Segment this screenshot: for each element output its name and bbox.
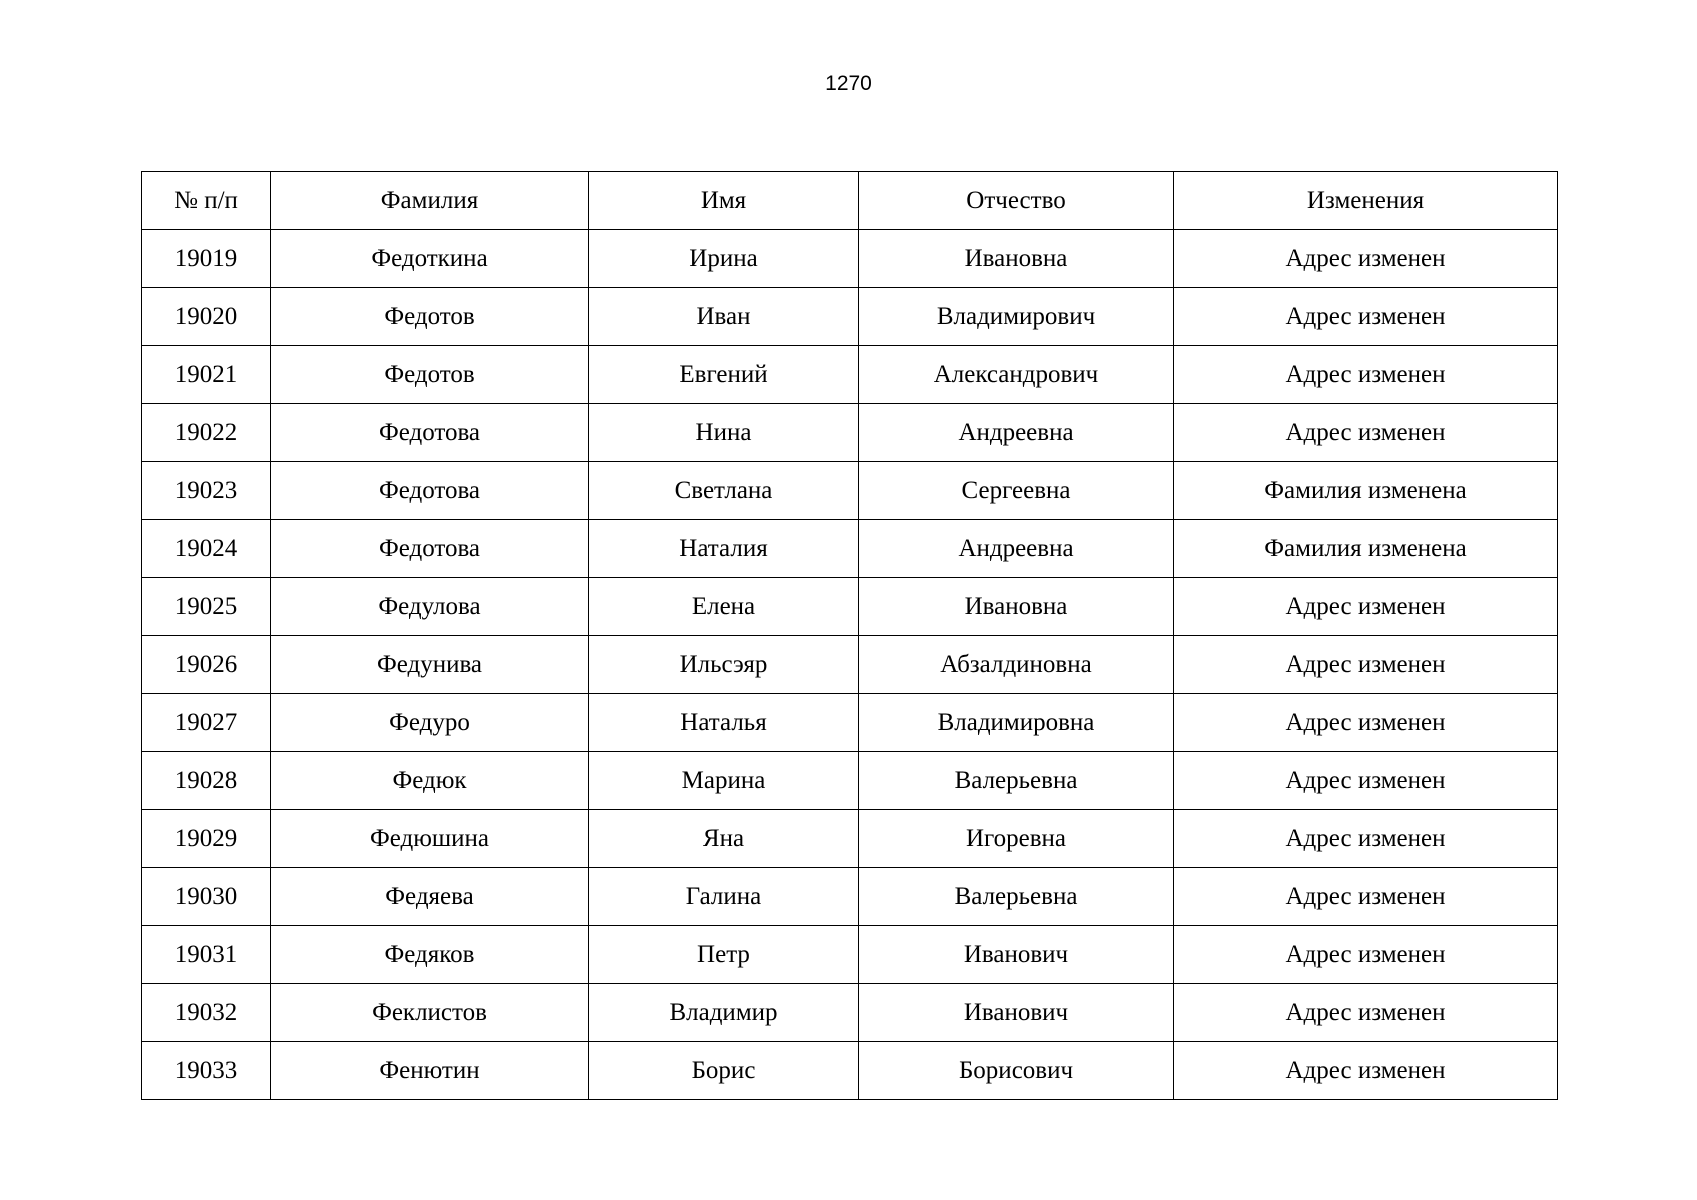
cell-patronymic: Сергеевна: [859, 462, 1174, 520]
cell-number: 19025: [142, 578, 271, 636]
cell-last-name: Федоткина: [271, 230, 589, 288]
table-header: [142, 172, 1558, 230]
table-row: [142, 462, 1558, 520]
cell-first-name: Ирина: [589, 230, 859, 288]
cell-last-name: Федотова: [271, 520, 589, 578]
table-row: [142, 288, 1558, 346]
cell-changes: Адрес изменен: [1174, 578, 1558, 636]
cell-patronymic: Александрович: [859, 346, 1174, 404]
header-changes: Изменения: [1174, 172, 1558, 230]
cell-changes: Адрес изменен: [1174, 984, 1558, 1042]
table-row: [142, 404, 1558, 462]
cell-number: 19029: [142, 810, 271, 868]
header-last-name: Фамилия: [271, 172, 589, 230]
table-row: [142, 752, 1558, 810]
table-body: [142, 230, 1558, 1100]
header-row: [142, 172, 1558, 230]
cell-patronymic: Иванович: [859, 926, 1174, 984]
cell-changes: Фамилия изменена: [1174, 462, 1558, 520]
table-row: [142, 230, 1558, 288]
cell-changes: Фамилия изменена: [1174, 520, 1558, 578]
cell-last-name: Федяева: [271, 868, 589, 926]
cell-number: 19031: [142, 926, 271, 984]
table-row: [142, 346, 1558, 404]
cell-patronymic: Владимировна: [859, 694, 1174, 752]
table-row: [142, 694, 1558, 752]
cell-last-name: Федотова: [271, 462, 589, 520]
cell-number: 19026: [142, 636, 271, 694]
cell-last-name: Федуро: [271, 694, 589, 752]
header-number: № п/п: [142, 172, 271, 230]
cell-number: 19028: [142, 752, 271, 810]
cell-patronymic: Андреевна: [859, 404, 1174, 462]
cell-first-name: Светлана: [589, 462, 859, 520]
cell-first-name: Наталия: [589, 520, 859, 578]
cell-last-name: Федотов: [271, 346, 589, 404]
cell-patronymic: Валерьевна: [859, 752, 1174, 810]
cell-number: 19027: [142, 694, 271, 752]
cell-first-name: Владимир: [589, 984, 859, 1042]
records-table: [141, 171, 1558, 1100]
table-row: [142, 1042, 1558, 1100]
cell-first-name: Борис: [589, 1042, 859, 1100]
cell-last-name: Федотов: [271, 288, 589, 346]
cell-first-name: Марина: [589, 752, 859, 810]
cell-last-name: Федотова: [271, 404, 589, 462]
table-row: [142, 810, 1558, 868]
header-first-name: Имя: [589, 172, 859, 230]
cell-patronymic: Ивановна: [859, 230, 1174, 288]
cell-patronymic: Владимирович: [859, 288, 1174, 346]
cell-changes: Адрес изменен: [1174, 1042, 1558, 1100]
cell-patronymic: Иванович: [859, 984, 1174, 1042]
cell-number: 19030: [142, 868, 271, 926]
cell-number: 19033: [142, 1042, 271, 1100]
header-patronymic: Отчество: [859, 172, 1174, 230]
cell-changes: Адрес изменен: [1174, 288, 1558, 346]
cell-first-name: Елена: [589, 578, 859, 636]
cell-number: 19021: [142, 346, 271, 404]
cell-first-name: Яна: [589, 810, 859, 868]
cell-changes: Адрес изменен: [1174, 346, 1558, 404]
cell-first-name: Петр: [589, 926, 859, 984]
cell-number: 19024: [142, 520, 271, 578]
cell-last-name: Федунива: [271, 636, 589, 694]
page-number: 1270: [825, 72, 872, 95]
cell-changes: Адрес изменен: [1174, 694, 1558, 752]
cell-changes: Адрес изменен: [1174, 868, 1558, 926]
table-row: [142, 520, 1558, 578]
cell-changes: Адрес изменен: [1174, 926, 1558, 984]
cell-changes: Адрес изменен: [1174, 810, 1558, 868]
cell-first-name: Ильсэяр: [589, 636, 859, 694]
cell-last-name: Фенютин: [271, 1042, 589, 1100]
cell-number: 19022: [142, 404, 271, 462]
table-row: [142, 868, 1558, 926]
cell-patronymic: Валерьевна: [859, 868, 1174, 926]
cell-patronymic: Борисович: [859, 1042, 1174, 1100]
cell-first-name: Евгений: [589, 346, 859, 404]
cell-changes: Адрес изменен: [1174, 230, 1558, 288]
table-row: [142, 984, 1558, 1042]
cell-patronymic: Абзалдиновна: [859, 636, 1174, 694]
cell-number: 19023: [142, 462, 271, 520]
table-row: [142, 926, 1558, 984]
cell-number: 19019: [142, 230, 271, 288]
cell-changes: Адрес изменен: [1174, 404, 1558, 462]
cell-patronymic: Ивановна: [859, 578, 1174, 636]
table-row: [142, 636, 1558, 694]
cell-changes: Адрес изменен: [1174, 636, 1558, 694]
cell-patronymic: Андреевна: [859, 520, 1174, 578]
cell-patronymic: Игоревна: [859, 810, 1174, 868]
cell-last-name: Феклистов: [271, 984, 589, 1042]
cell-last-name: Федюк: [271, 752, 589, 810]
cell-first-name: Галина: [589, 868, 859, 926]
table-row: [142, 578, 1558, 636]
cell-first-name: Нина: [589, 404, 859, 462]
cell-last-name: Федюшина: [271, 810, 589, 868]
cell-number: 19032: [142, 984, 271, 1042]
cell-changes: Адрес изменен: [1174, 752, 1558, 810]
cell-first-name: Иван: [589, 288, 859, 346]
cell-last-name: Федулова: [271, 578, 589, 636]
cell-last-name: Федяков: [271, 926, 589, 984]
cell-first-name: Наталья: [589, 694, 859, 752]
cell-number: 19020: [142, 288, 271, 346]
